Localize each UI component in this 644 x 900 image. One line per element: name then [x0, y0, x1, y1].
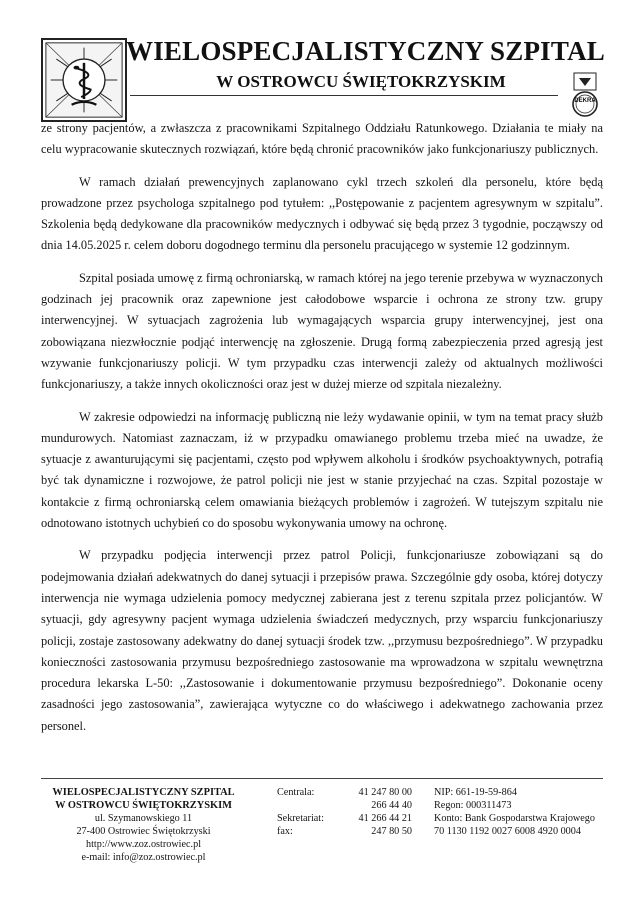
footer-email-link[interactable]: e-mail: info@zoz.ostrowiec.pl — [81, 852, 206, 863]
footer-org-name: WIELOSPECJALISTYCZNY SZPITAL — [52, 787, 235, 798]
letter-body — [41, 118, 603, 737]
footer-registry-block — [434, 786, 614, 838]
footer-phone-block — [277, 786, 417, 838]
footer-org-location: W OSTROWCU ŚWIĘTOKRZYSKIM — [55, 800, 232, 811]
footer-address-block — [41, 786, 246, 864]
footer-city: 27-400 Ostrowiec Świętokrzyski — [76, 826, 211, 837]
hospital-name-heading: WIELOSPECJALISTYCZNY SZPITAL — [126, 36, 605, 66]
footer-bank: Konto: Bank Gospodarstwa Krajowego — [434, 813, 595, 824]
paragraph: Szpital posiada umowę z firmą ochroniarską, w ramach której na jego terenie przebywa w wyznaczonych godzinach jej pracownik oraz zapewnione jest całodobowe wsparcie i ochrona ze strony tzw. grupy interwencyjnej. W sytuacjach zagrożenia lub wymagających wsparcia grupy interwencyjnej, jest ona zobowiązana niezwłocznie podjąć interwencję na zgłoszenie. Drugą formą zabezpieczenia przed agresją jest wzywanie funkcjonariuszy policji. W tym przypadku czas interwencji zależy od aktualnych możliwości funkcjonariuszy, a także innych okoliczności oraz jest w dużej mierze od szpitala niezależny. — [41, 270, 603, 392]
footer-website-link[interactable]: http://www.zoz.ostrowiec.pl — [85, 839, 202, 850]
dekra-certificate-badge — [570, 72, 600, 118]
paragraph: W zakresie odpowiedzi na informację publiczną nie leży wydawanie opinii, w tym na temat pracy służb mundurowych. Natomiast zaznaczam, iż w przypadku omawianego problemu trzeba mieć na uwadze, że sytuacje z awanturującymi się pacjentami, często pod wpływem alkoholu i środków psychoaktywnych, potrafią być tak dynamiczne i rozwojowe, że patrol policji nie jest w stanie przyjechać na czas. Szpital pozostaje w kontakcie z firmą ochroniarską celem omawiania bieżących problemów i zagrożeń. W tutejszym szpitalu nie odnotowano istotnych uchybień co do sposobu wykonywania umowy na ochronę. — [41, 409, 603, 531]
paragraph: W przypadku podjęcia interwencji przez patrol Policji, funkcjonariusze zobowiązani są do podejmowania działań adekwatnych do danej sytuacji i przepisów prawa. Szczególnie gdy osoba, której dotyczy interwencja nie wymaga udzielenia pomocy medycznej zabierana jest z terenu szpitala przez policjantów. W sytuacji, gdy agresywny pacjent wymaga udzielenia świadczeń medycznych, przy wsparciu funkcjonariuszy policji, zostaje zastosowany adekwatny do danej sytuacji środek tzw. ,,przymusu bezpośredniego”. W przypadku konieczności zastosowania przymusu bezpośredniego zastosowanie ma wprowadzona w szpitalu wewnętrzna procedura lekarska L-50: ,,Zastosowanie i dokumentowanie przymusu bezpośredniego”. Dokonanie oceny zasadności jego zastosowania”, zawierająca wytyczne co do właściwego i adekwatnego zachowania przez personel. — [41, 548, 603, 733]
header-divider — [130, 95, 558, 96]
fax-label: fax: — [277, 826, 293, 837]
hospital-logo — [41, 38, 127, 122]
sekretariat-number: 41 266 44 21 — [358, 813, 412, 824]
dekra-label: DEKRA — [574, 98, 596, 104]
paragraph: W ramach działań prewencyjnych zaplanowano cykl trzech szkoleń dla personelu, które będą prowadzone przez psychologa szpitalnego pod tytułem: ,,Postępowanie z pacjentem agresywnym w szpitalu”. Szkolenia będą dedykowane dla pracowników medycznych i odbywać się będą przez 3 tygodnie, począwszy od dnia 14.05.2025 r. celem doboru dogodnego terminu dla personelu pracującego w systemie 12 godzinnym. — [41, 174, 603, 253]
footer-divider — [41, 778, 603, 779]
paragraph: ze strony pacjentów, a zwłaszcza z pracownikami Szpitalnego Oddziału Ratunkowego. Działania te miały na celu wypracowanie skutecznych rozwiązań, które będą chronić pracowników jako funkcjonariuszy publicznych. — [41, 121, 603, 157]
centrala-number: 41 247 80 00 — [358, 787, 412, 798]
centrala-number-alt: 266 44 40 — [371, 800, 412, 811]
footer-account-number: 70 1130 1192 0027 6008 4920 0004 — [434, 826, 581, 837]
fax-number: 247 80 50 — [371, 826, 412, 837]
centrala-label: Centrala: — [277, 787, 315, 798]
footer-nip: NIP: 661-19-59-864 — [434, 787, 517, 798]
sekretariat-label: Sekretariat: — [277, 813, 324, 824]
footer-street: ul. Szymanowskiego 11 — [94, 813, 193, 824]
footer-regon: Regon: 000311473 — [434, 800, 512, 811]
hospital-location-subheading: W OSTROWCU ŚWIĘTOKRZYSKIM — [216, 72, 506, 91]
certificate-seal-icon — [570, 72, 600, 118]
caduceus-logo-icon — [43, 40, 125, 120]
